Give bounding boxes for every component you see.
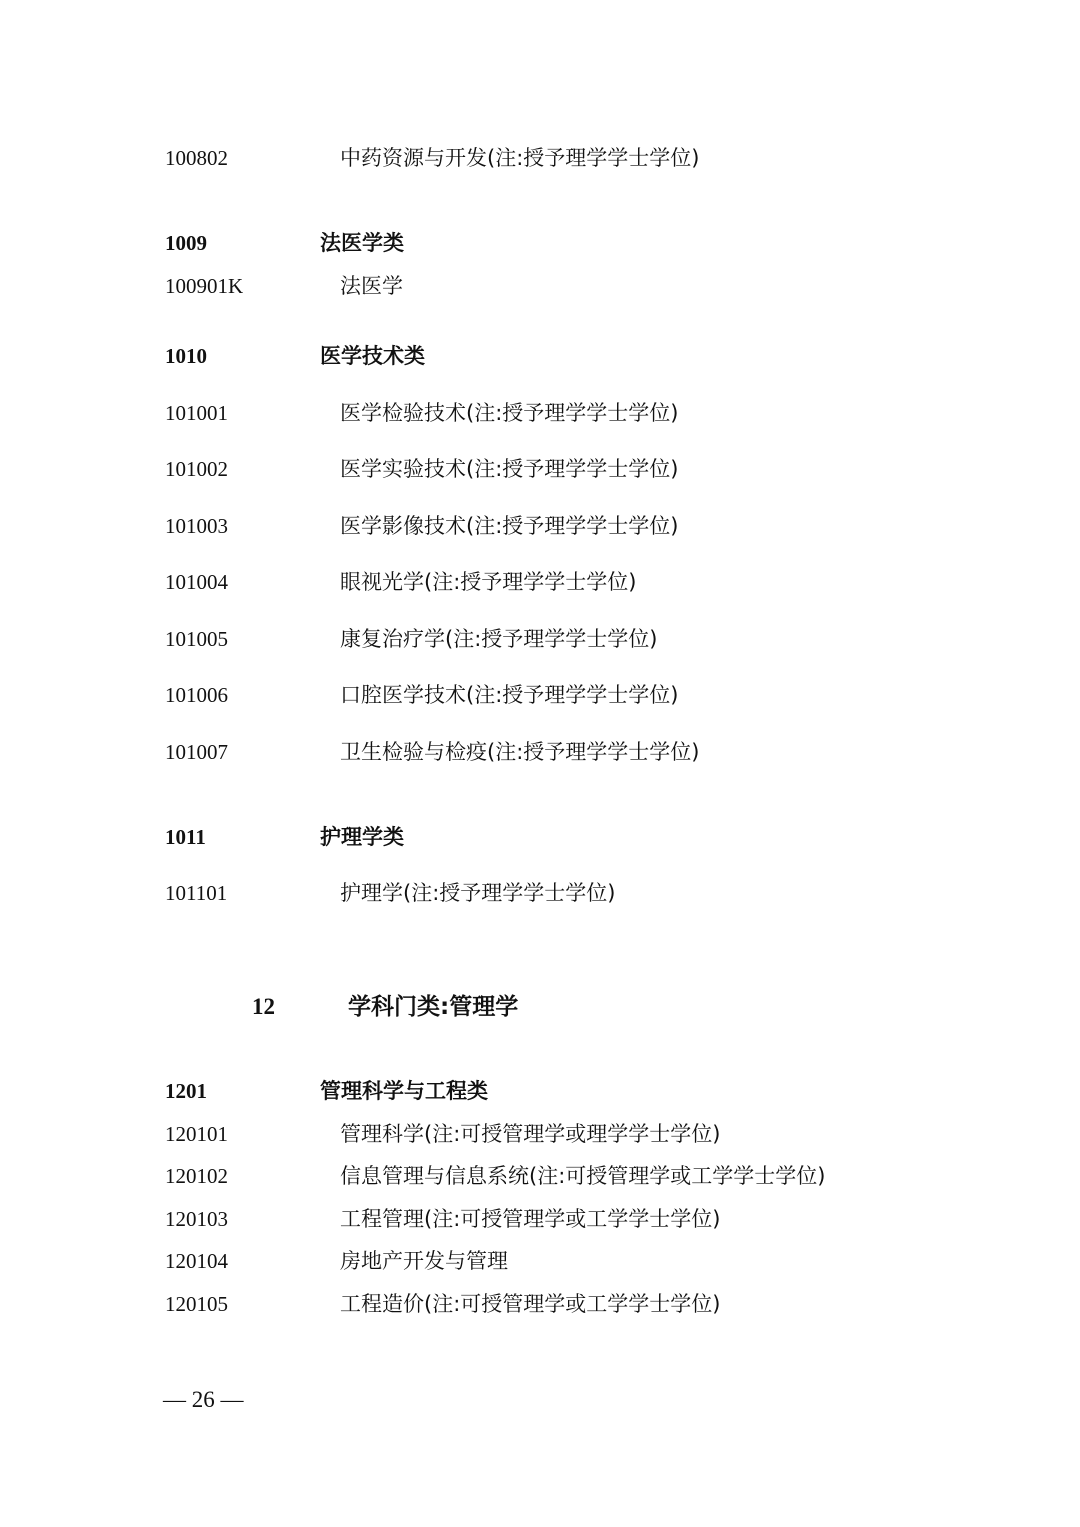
major-code: 101001 bbox=[165, 401, 228, 425]
major-name: 卫生检验与检疫(注:授予理学学士学位) bbox=[340, 740, 700, 764]
major-code: 120104 bbox=[165, 1249, 228, 1273]
row-100901K bbox=[0, 266, 1080, 306]
category-code: 1201 bbox=[165, 1079, 207, 1103]
row-100802 bbox=[0, 138, 1080, 178]
major-code: 120102 bbox=[165, 1164, 228, 1188]
row-101001 bbox=[0, 393, 1080, 433]
major-code: 101005 bbox=[165, 627, 228, 651]
major-name: 中药资源与开发(注:授予理学学士学位) bbox=[340, 146, 700, 170]
major-name: 护理学(注:授予理学学士学位) bbox=[340, 881, 616, 905]
category-name: 法医学类 bbox=[320, 231, 404, 255]
major-name: 房地产开发与管理 bbox=[340, 1249, 508, 1273]
category-code: 1011 bbox=[165, 825, 206, 849]
major-code: 101003 bbox=[165, 514, 228, 538]
major-code: 101002 bbox=[165, 457, 228, 481]
major-name: 医学检验技术(注:授予理学学士学位) bbox=[340, 401, 679, 425]
row-120105 bbox=[0, 1284, 1080, 1324]
row-101101 bbox=[0, 873, 1080, 913]
category-row-1011 bbox=[0, 817, 1080, 857]
category-row-1009 bbox=[0, 223, 1080, 263]
section-code: 12 bbox=[252, 994, 275, 1019]
major-name: 康复治疗学(注:授予理学学士学位) bbox=[340, 627, 658, 651]
major-name: 信息管理与信息系统(注:可授管理学或工学学士学位) bbox=[340, 1164, 826, 1188]
major-code: 101101 bbox=[165, 881, 228, 905]
row-120102 bbox=[0, 1156, 1080, 1196]
row-120101 bbox=[0, 1114, 1080, 1154]
major-code: 120101 bbox=[165, 1122, 228, 1146]
major-code: 101004 bbox=[165, 570, 228, 594]
section-heading-12 bbox=[0, 987, 1080, 1027]
page-number: — 26 — bbox=[163, 1387, 244, 1412]
major-name: 管理科学(注:可授管理学或理学学士学位) bbox=[340, 1122, 721, 1146]
major-code: 100901K bbox=[165, 274, 244, 298]
category-code: 1009 bbox=[165, 231, 207, 255]
major-code: 101007 bbox=[165, 740, 228, 764]
major-code: 120105 bbox=[165, 1292, 228, 1316]
major-name: 眼视光学(注:授予理学学士学位) bbox=[340, 570, 637, 594]
row-101004 bbox=[0, 562, 1080, 602]
major-name: 口腔医学技术(注:授予理学学士学位) bbox=[340, 683, 679, 707]
category-name: 护理学类 bbox=[320, 825, 404, 849]
section-title: 学科门类:管理学 bbox=[348, 994, 519, 1020]
major-name: 工程管理(注:可授管理学或工学学士学位) bbox=[340, 1207, 721, 1231]
major-name: 医学影像技术(注:授予理学学士学位) bbox=[340, 514, 679, 538]
category-code: 1010 bbox=[165, 344, 207, 368]
category-name: 医学技术类 bbox=[320, 344, 425, 368]
category-name: 管理科学与工程类 bbox=[320, 1079, 488, 1103]
row-120104 bbox=[0, 1241, 1080, 1281]
row-101007 bbox=[0, 732, 1080, 772]
major-name: 医学实验技术(注:授予理学学士学位) bbox=[340, 457, 679, 481]
major-code: 120103 bbox=[165, 1207, 228, 1231]
major-name: 工程造价(注:可授管理学或工学学士学位) bbox=[340, 1292, 721, 1316]
major-name: 法医学 bbox=[340, 274, 403, 298]
row-101005 bbox=[0, 619, 1080, 659]
row-101006 bbox=[0, 675, 1080, 715]
row-101003 bbox=[0, 506, 1080, 546]
row-120103 bbox=[0, 1199, 1080, 1239]
category-row-1201 bbox=[0, 1071, 1080, 1111]
major-code: 101006 bbox=[165, 683, 228, 707]
category-row-1010 bbox=[0, 336, 1080, 376]
major-code: 100802 bbox=[165, 146, 228, 170]
row-101002 bbox=[0, 449, 1080, 489]
